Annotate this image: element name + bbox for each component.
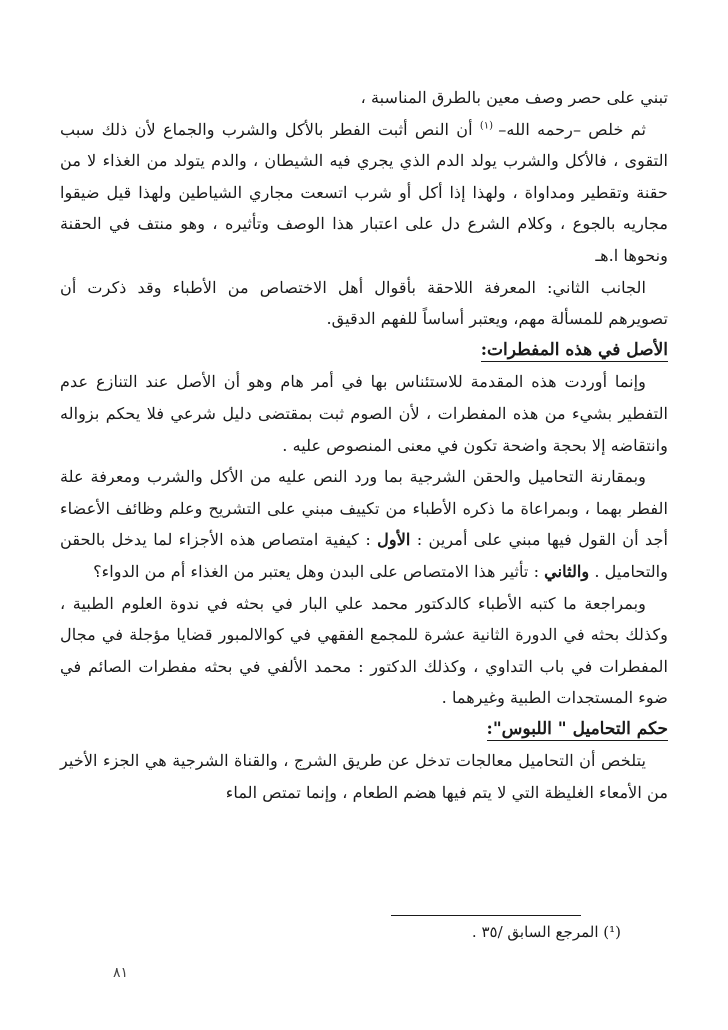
section-heading-principle-text: الأصل في هذه المفطرات:	[480, 339, 668, 360]
paragraph-principle: وإنما أوردت هذه المقدمة للاستئناس بها في أمر هام وهو أن الأصل عند التنازع عدم التفطير بشيء من هذه المفطرات ، لأن الصوم ثبت بمقتضى دليل شرعي فلا يحكم بزواله وانتقاضه إلا بحجة واضحة تكون في معنى المنصوص عليه .	[60, 372, 668, 455]
emphasis-term: والثاني	[544, 561, 590, 581]
footnote: (¹) المرجع السابق /٣٥ .	[471, 923, 621, 941]
paragraph-ibn-taymiyyah-quote	[60, 114, 668, 272]
paragraph-second-aspect: الجانب الثاني: المعرفة اللاحقة بأقوال أهل الاختصاص من الأطباء وقد ذكرت أن تصويرهم للمسألة مهم، ويعتبر أساساً للفهم الدقيق.	[60, 277, 668, 329]
footnote-reference-marker[interactable]: (١)	[479, 120, 499, 132]
paragraph-comparison: وبمقارنة التحاميل والحقن الشرجية بما ورد النص عليه من الأكل والشرب ومعرفة علة الفطر بهما ، وبمراعاة ما ذكره الأطباء من تكييف مبني على التشريح وعلم وظائف الأعضاء أجد أن القول فيها مبني على أمرين : الأول : كيفية امتصاص هذه الأجزاء لما يدخل بالحقن والتحاميل . والثاني : تأثير هذا الامتصاص على البدن وهل يعتبر من الغذاء أم من الدواء؟	[60, 467, 668, 581]
paragraph-references: وبمراجعة ما كتبه الأطباء كالدكتور محمد علي البار في بحثه في ندوة العلوم الطبية ، وكذلك بحثه في الدورة الثانية عشرة للمجمع الفقهي في كوالالمبور قضايا مؤجلة في مجال المفطرات في باب التداوي ، وكذلك الدكتور : محمد الألفي في بحثه مفطرات الصائم في ضوء المستجدات الطبية وغيرهما .	[60, 593, 668, 708]
page-number: ٨١	[113, 965, 129, 981]
section-heading-principle	[60, 335, 668, 367]
paragraph-ibn-taymiyyah-quote-text: ثم خلص –رحمه الله– $^{(١)}$ أن النص أثبت الفطر بالأكل والشرب والجماع لأن ذلك سبب التقوى ، فالأكل والشرب يولد الدم الذي يجري فيه الشيطان ، والدم يتولد من الغذاء لا من حقنة وتقطير ومداواة ، ولهذا إذا أكل أو شرب اتسعت مجاري الشياطين ولهذا قيل ضيقوا مجاريه بالجوع ، وكلام الشرع دل على اعتبار هذا الوصف وتأثيره ، وهو منتف في الحقنة ونحوها ا.هـ	[60, 119, 668, 265]
paragraph-continuation: تبني على حصر وصف معين بالطرق المناسبة ،	[360, 88, 668, 107]
footnote-divider	[391, 915, 581, 916]
page-body	[60, 82, 668, 809]
section-heading-suppositories-text: حكم التحاميل " اللبوس":	[486, 718, 668, 739]
section-heading-suppositories	[60, 714, 668, 746]
paragraph-suppositories: يتلخص أن التحاميل معالجات تدخل عن طريق الشرج ، والقناة الشرجية هي الجزء الأخير من الأمعاء الغليظة التي لا يتم فيها هضم الطعام ، وإنما تمتص الماء	[60, 751, 668, 803]
emphasis-term: الأول	[377, 530, 411, 550]
